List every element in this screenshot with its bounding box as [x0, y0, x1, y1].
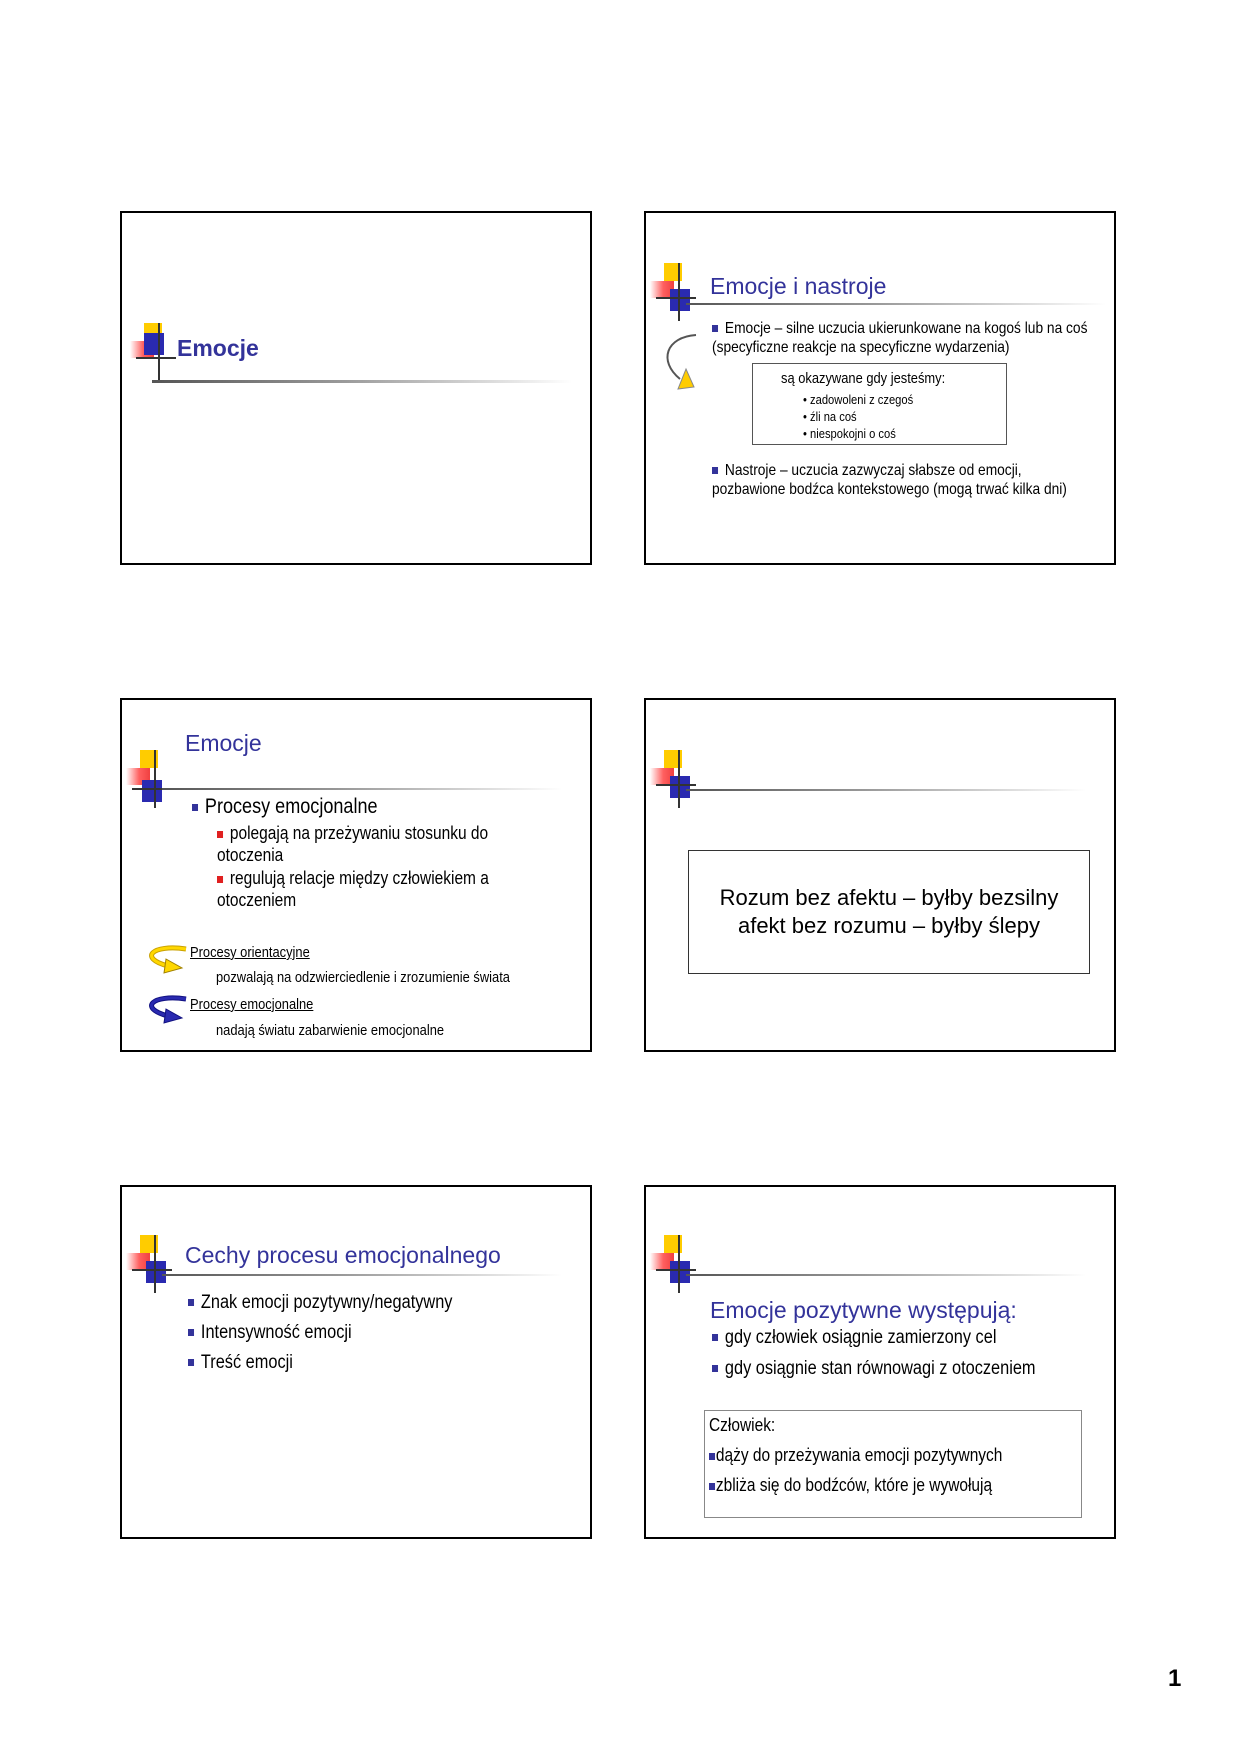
slide-logo-icon	[650, 750, 696, 812]
slide-6	[644, 1185, 1116, 1539]
list-item: gdy osiągnie stan równowagi z otoczeniem	[712, 1358, 1036, 1381]
list-item: Intensywność emocji	[188, 1322, 352, 1345]
bullet-nastroje: Nastroje – uczucia zazwyczaj słabsze od emocji, pozbawione bodźca kontekstowego (mogą trwać kilka dni)	[712, 462, 1067, 499]
quote-line: afekt bez rozumu – byłby ślepy	[737, 913, 1041, 938]
process-title: Procesy emocjonalne	[190, 996, 314, 1013]
slide-logo-icon	[650, 1235, 696, 1297]
slide-4	[644, 698, 1116, 1052]
slide-title: Emocje	[185, 730, 262, 756]
list-item: Znak emocji pozytywny/negatywny	[188, 1292, 452, 1315]
title-rule	[686, 789, 1086, 791]
bullet-emocje: Emocje – silne uczucia ukierunkowane na kogoś lub na coś (specyficzne reakcje na specyficzne wydarzenia)	[712, 320, 1088, 357]
process-text: nadają światu zabarwienie emocjonalne	[216, 1022, 445, 1039]
slide-title: Emocje i nastroje	[710, 273, 887, 299]
title-rule	[162, 1274, 562, 1276]
box-heading: Człowiek:	[709, 1415, 776, 1435]
bullet-icon	[712, 467, 718, 474]
yellow-arrow-icon	[142, 944, 188, 974]
bullet-icon	[188, 1329, 194, 1336]
title-rule	[162, 788, 562, 790]
slide-logo-icon	[126, 750, 172, 812]
box-item: • zadowoleni z czegoś	[803, 392, 914, 407]
sub-bullet: polegają na przeżywaniu stosunku do otoczenia	[217, 823, 489, 865]
slide-1	[120, 211, 592, 565]
slide-title: Emocje pozytywne występują:	[710, 1297, 1017, 1323]
bullet-icon	[712, 1365, 718, 1372]
bullet-icon	[188, 1359, 194, 1366]
slide-logo-icon	[130, 323, 176, 385]
bullet-icon	[192, 804, 198, 811]
slide-title: Cechy procesu emocjonalnego	[185, 1242, 501, 1268]
quote-line: Rozum bez afektu – byłby bezsilny	[719, 885, 1059, 910]
bullet-icon	[709, 1483, 715, 1490]
bullet-icon	[709, 1453, 715, 1460]
box-item: • źli na coś	[803, 409, 857, 424]
page-number: 1	[1168, 1665, 1182, 1692]
process-text: pozwalają na odzwierciedlenie i zrozumienie świata	[216, 969, 510, 986]
slide-2	[644, 211, 1116, 565]
box-item: zbliża się do bodźców, które je wywołują	[709, 1475, 992, 1497]
title-rule	[686, 1274, 1086, 1276]
slide-title: Emocje	[177, 335, 259, 361]
quote-box	[688, 850, 1090, 974]
bullet-icon	[712, 325, 718, 332]
bullet-icon	[217, 876, 223, 883]
slide-3	[120, 698, 592, 1052]
box-heading: są okazywane gdy jesteśmy:	[781, 370, 946, 387]
bullet-icon	[188, 1299, 194, 1306]
slide-logo-icon	[650, 263, 696, 325]
title-rule	[686, 303, 1106, 305]
curved-arrow-icon	[658, 331, 704, 395]
occurrence-box	[752, 363, 1007, 445]
blue-arrow-icon	[142, 994, 188, 1024]
main-bullet: Procesy emocjonalne	[192, 794, 378, 819]
sub-bullet: regulują relacje między człowiekiem a otoczeniem	[217, 868, 489, 910]
box-item: • niespokojni o coś	[803, 426, 896, 441]
process-title: Procesy orientacyjne	[190, 944, 310, 961]
list-item: Treść emocji	[188, 1352, 293, 1375]
bullet-icon	[712, 1334, 718, 1341]
box-item: dąży do przeżywania emocji pozytywnych	[709, 1445, 1002, 1467]
slide-5	[120, 1185, 592, 1539]
person-box	[704, 1410, 1082, 1518]
list-item: gdy człowiek osiągnie zamierzony cel	[712, 1327, 996, 1350]
bullet-icon	[217, 831, 223, 838]
title-rule	[152, 380, 572, 383]
slide-logo-icon	[126, 1235, 172, 1297]
